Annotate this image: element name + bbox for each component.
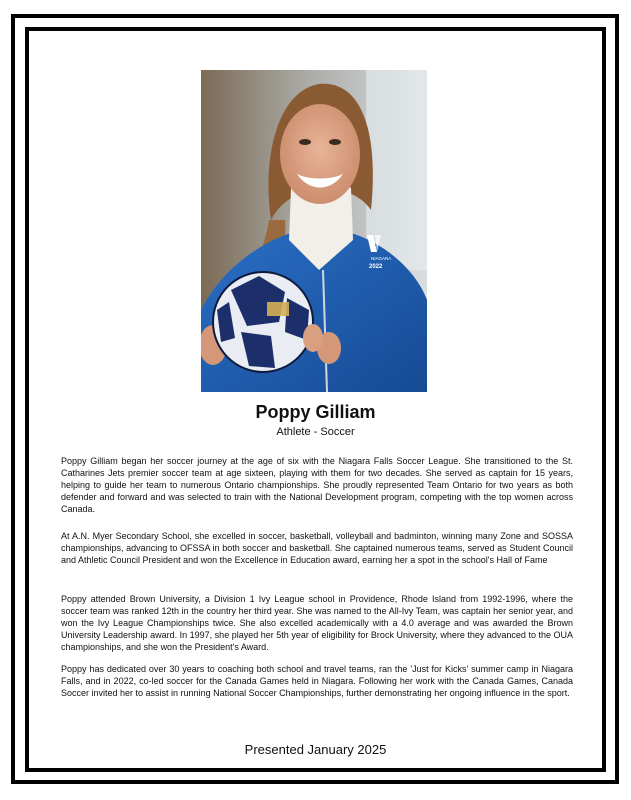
soccer-ball-icon [213,272,313,372]
portrait-photo [201,70,427,392]
bio-paragraph: Poppy has dedicated over 30 years to coaching both school and travel teams, ran the 'Just for Kicks' summer camp in Niagara Falls, and in 2022, co-led soccer for the Canada Games held in Niagara. Following her work with the Canada Games, Canada Soccer invited her to assist in running National Soccer Championships, further demonstrating her ongoing influence in the sport. [61,664,573,699]
logo-text-line2: 2022 [369,264,383,270]
person-role: Athlete - Soccer [276,426,355,438]
presented-date: Presented January 2025 [244,742,387,757]
bio-paragraph: At A.N. Myer Secondary School, she excelled in soccer, basketball, volleyball and badminton, winning many Zone and SOSSA championships, advancing to OFSSA in both soccer and basketball. She captained numerous teams, served as Student Council and Athletic Council President and won the Excellence in Education award, earning her a spot in the school's Hall of Fame [61,531,573,566]
bio-paragraph: Poppy Gilliam began her soccer journey at the age of six with the Niagara Falls Soccer League. She transitioned to the St. Catharines Jets premier soccer team at age sixteen, playing with them for two decades. She served as captain for 15 years, helping to guide her team to numerous Ontario championships. She proudly represented Team Ontario for two years as both defender and forward and was selected to train with the National Development program, competing with the top women across Canada. [61,456,573,515]
logo-text-line1: NIAGARA [371,256,392,261]
person-name: Poppy Gilliam [255,402,376,422]
bio-paragraph: Poppy attended Brown University, a Division 1 Ivy League school in Providence, Rhode Island from 1992-1996, where the soccer team was ranked 12th in the country her third year. She was named to the All-Ivy Team, was captain her senior year, and won the Ivy League Championships twice. She also excelled academically with a 4.0 average and was awarded the Brown University Leadership award. In 1997, she played her 5th year of eligibility for Brock University, where they advanced to the OUA championships, and she won the President's Award. [61,594,573,653]
